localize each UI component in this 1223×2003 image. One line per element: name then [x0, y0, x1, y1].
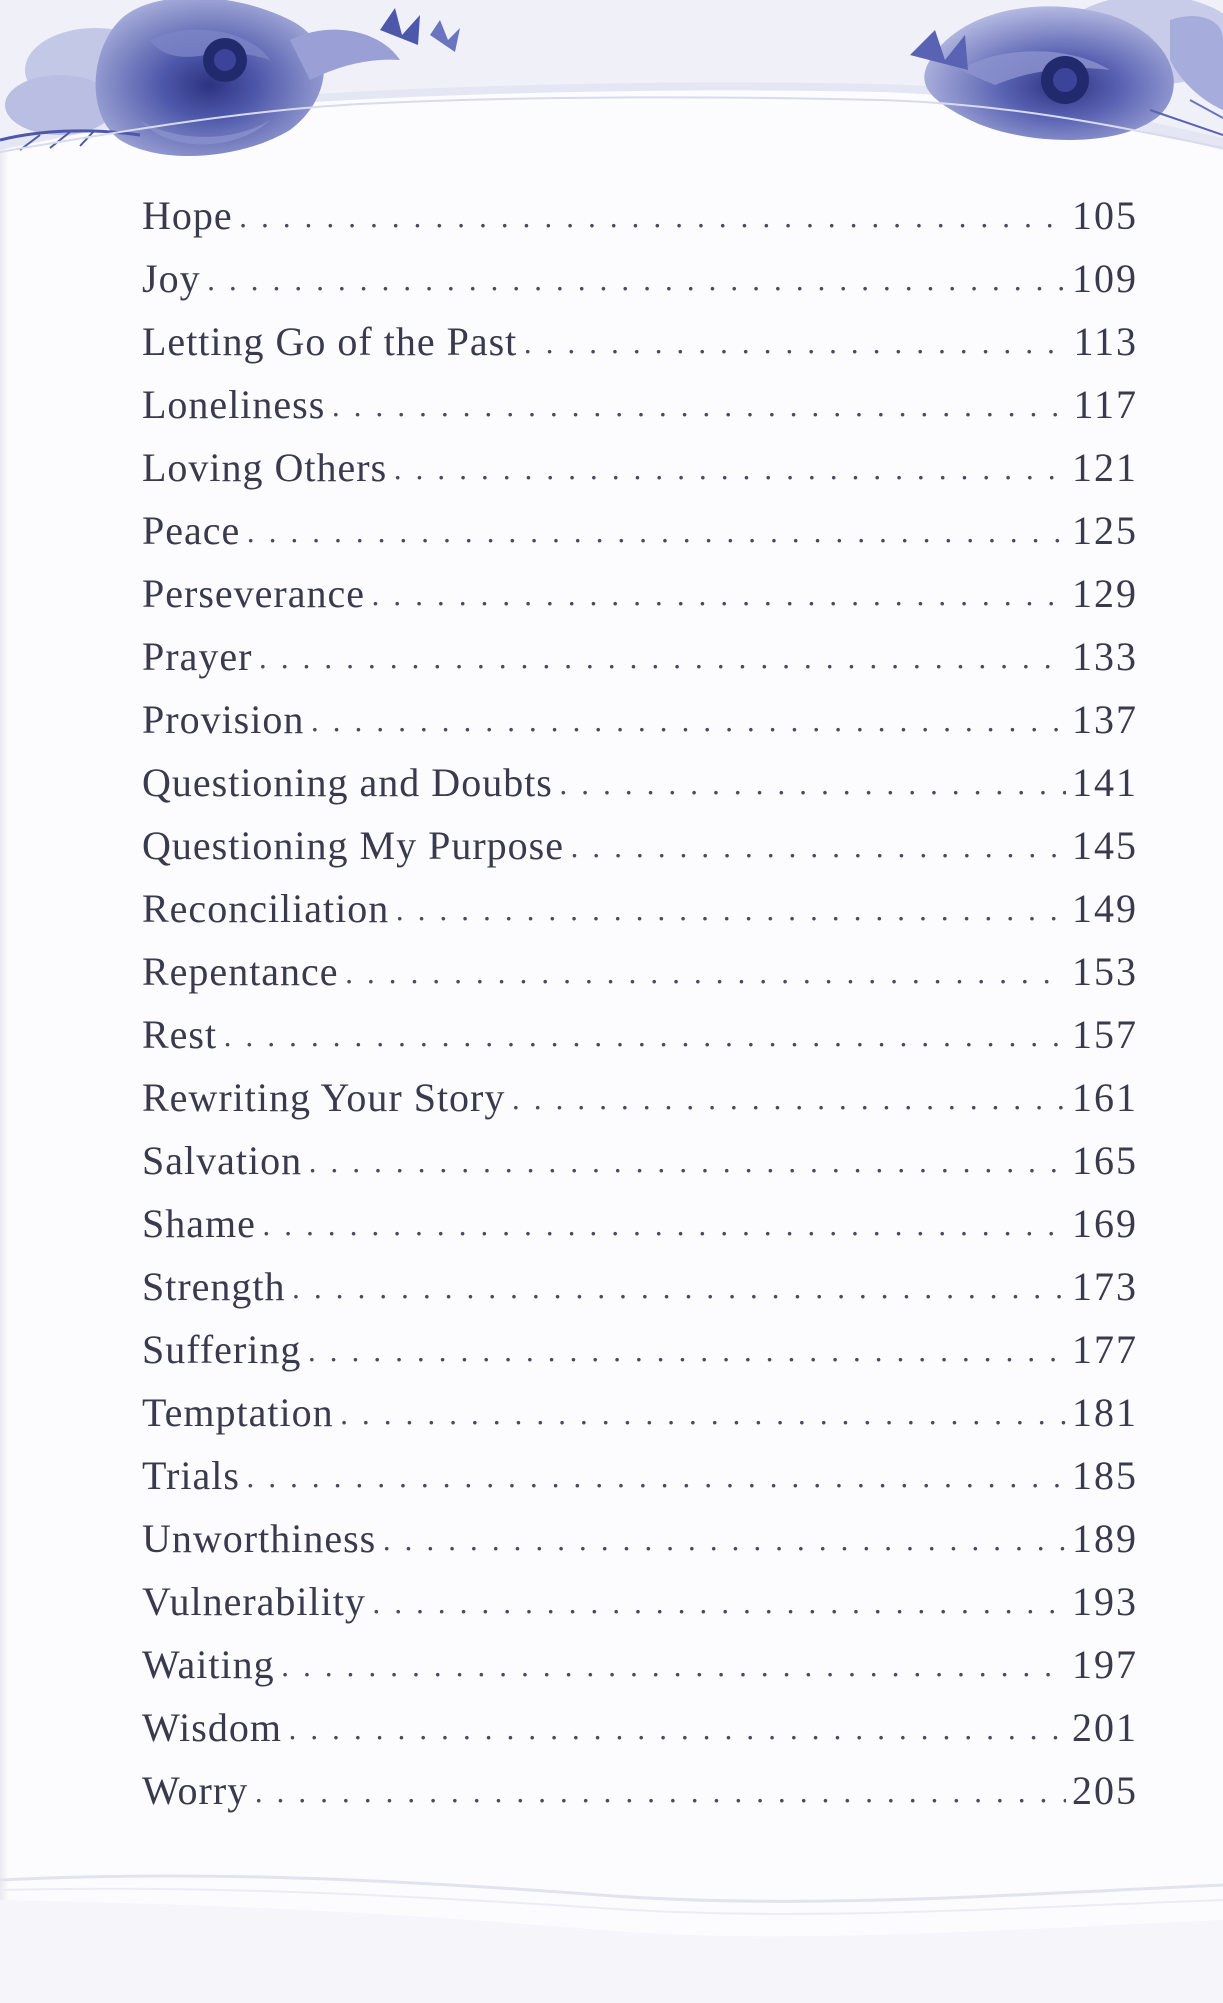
toc-entry — [142, 1704, 1138, 1767]
toc-dot-leader — [523, 327, 1067, 360]
toc-dot-leader — [395, 894, 1066, 927]
toc-entry-title: Waiting — [142, 1642, 275, 1687]
toc-entry — [142, 948, 1138, 1011]
toc-dot-leader — [570, 831, 1066, 864]
toc-dot-leader — [559, 768, 1066, 801]
toc-entry-title: Rewriting Your Story — [142, 1075, 506, 1120]
toc-entry-title: Hope — [142, 193, 233, 238]
toc-entry-title: Rest — [142, 1012, 218, 1057]
toc-entry-page-number: 205 — [1072, 1768, 1138, 1813]
toc-entry — [142, 822, 1138, 885]
toc-dot-leader — [292, 1272, 1066, 1305]
toc-entry — [142, 1326, 1138, 1389]
toc-entry-page-number: 153 — [1072, 949, 1138, 994]
toc-entry — [142, 1452, 1138, 1515]
toc-entry-page-number: 185 — [1072, 1453, 1138, 1498]
toc-dot-leader — [310, 705, 1066, 738]
toc-dot-leader — [281, 1650, 1066, 1683]
toc-entry-title: Questioning My Purpose — [142, 823, 564, 868]
toc-dot-leader — [382, 1524, 1066, 1557]
toc-entry-page-number: 157 — [1072, 1012, 1138, 1057]
toc-entry-title: Perseverance — [142, 571, 365, 616]
toc-dot-leader — [331, 390, 1067, 423]
toc-entry-page-number: 125 — [1072, 508, 1138, 553]
toc-entry — [142, 318, 1138, 381]
toc-dot-leader — [371, 579, 1066, 612]
toc-entry — [142, 507, 1138, 570]
toc-entry-page-number: 161 — [1072, 1075, 1138, 1120]
toc-entry-title: Repentance — [142, 949, 339, 994]
toc-entry-page-number: 189 — [1072, 1516, 1138, 1561]
toc-dot-leader — [246, 1461, 1066, 1494]
toc-dot-leader — [307, 1335, 1066, 1368]
toc-entry-page-number: 177 — [1072, 1327, 1138, 1372]
toc-dot-leader — [207, 264, 1066, 297]
toc-dot-leader — [340, 1398, 1066, 1431]
toc-entry-title: Trials — [142, 1453, 240, 1498]
toc-entry — [142, 1641, 1138, 1704]
toc-dot-leader — [308, 1146, 1066, 1179]
toc-entry-title: Provision — [142, 697, 305, 742]
toc-entry-page-number: 109 — [1072, 256, 1138, 301]
toc-entry-title: Letting Go of the Past — [142, 319, 518, 364]
toc-entry — [142, 759, 1138, 822]
toc-entry — [142, 1011, 1138, 1074]
toc-entry — [142, 1389, 1138, 1452]
toc-entry-title: Reconciliation — [142, 886, 390, 931]
toc-dot-leader — [393, 453, 1066, 486]
toc-entry — [142, 381, 1138, 444]
toc-entry-title: Loving Others — [142, 445, 388, 490]
toc-entry-page-number: 197 — [1072, 1642, 1138, 1687]
toc-entry — [142, 885, 1138, 948]
toc-entry-page-number: 173 — [1072, 1264, 1138, 1309]
toc-entry — [142, 444, 1138, 507]
toc-entry — [142, 570, 1138, 633]
toc-entry — [142, 633, 1138, 696]
toc-dot-leader — [239, 201, 1066, 234]
toc-entry-page-number: 129 — [1072, 571, 1138, 616]
toc-entry-page-number: 137 — [1072, 697, 1138, 742]
toc-entry-page-number: 121 — [1072, 445, 1138, 490]
toc-entry-title: Peace — [142, 508, 241, 553]
header-floral-decoration — [0, 0, 1223, 190]
toc-entry-title: Strength — [142, 1264, 286, 1309]
toc-entry-title: Salvation — [142, 1138, 303, 1183]
toc-dot-leader — [372, 1587, 1066, 1620]
toc-entry-page-number: 141 — [1072, 760, 1138, 805]
toc-entry — [142, 1200, 1138, 1263]
toc-entry-page-number: 117 — [1073, 382, 1138, 427]
toc-entry — [142, 696, 1138, 759]
toc-entry-title: Unworthiness — [142, 1516, 377, 1561]
toc-entry-page-number: 169 — [1072, 1201, 1138, 1246]
toc-entry-title: Questioning and Doubts — [142, 760, 553, 805]
toc-entry — [142, 1767, 1138, 1830]
toc-entry-page-number: 165 — [1072, 1138, 1138, 1183]
toc-entry-title: Suffering — [142, 1327, 302, 1372]
toc-entry-page-number: 149 — [1072, 886, 1138, 931]
toc-entry-page-number: 193 — [1072, 1579, 1138, 1624]
toc-entry-title: Temptation — [142, 1390, 334, 1435]
footer-decoration — [0, 1860, 1223, 2003]
toc-entry — [142, 1515, 1138, 1578]
toc-dot-leader — [511, 1083, 1066, 1116]
toc-entry — [142, 192, 1138, 255]
toc-entry-page-number: 181 — [1072, 1390, 1138, 1435]
toc-entry — [142, 1578, 1138, 1641]
toc-entry-page-number: 105 — [1072, 193, 1138, 238]
toc-dot-leader — [262, 1209, 1066, 1242]
toc-entry-title: Joy — [142, 256, 201, 301]
toc-entry-page-number: 133 — [1072, 634, 1138, 679]
toc-dot-leader — [246, 516, 1066, 549]
toc-entry-title: Vulnerability — [142, 1579, 366, 1624]
toc-entry-page-number: 145 — [1072, 823, 1138, 868]
toc-dot-leader — [223, 1020, 1066, 1053]
toc-entry — [142, 255, 1138, 318]
toc-dot-leader — [258, 642, 1066, 675]
toc-entry — [142, 1263, 1138, 1326]
table-of-contents — [142, 192, 1138, 1830]
toc-dot-leader — [288, 1713, 1066, 1746]
page-edge-shadow — [0, 0, 8, 2003]
toc-dot-leader — [345, 957, 1066, 990]
toc-dot-leader — [254, 1776, 1066, 1809]
toc-entry — [142, 1137, 1138, 1200]
toc-entry-page-number: 201 — [1072, 1705, 1138, 1750]
toc-entry-title: Worry — [142, 1768, 249, 1813]
toc-entry-title: Prayer — [142, 634, 253, 679]
toc-entry — [142, 1074, 1138, 1137]
toc-entry-page-number: 113 — [1073, 319, 1138, 364]
toc-entry-title: Loneliness — [142, 382, 326, 427]
toc-entry-title: Wisdom — [142, 1705, 282, 1750]
toc-entry-title: Shame — [142, 1201, 256, 1246]
